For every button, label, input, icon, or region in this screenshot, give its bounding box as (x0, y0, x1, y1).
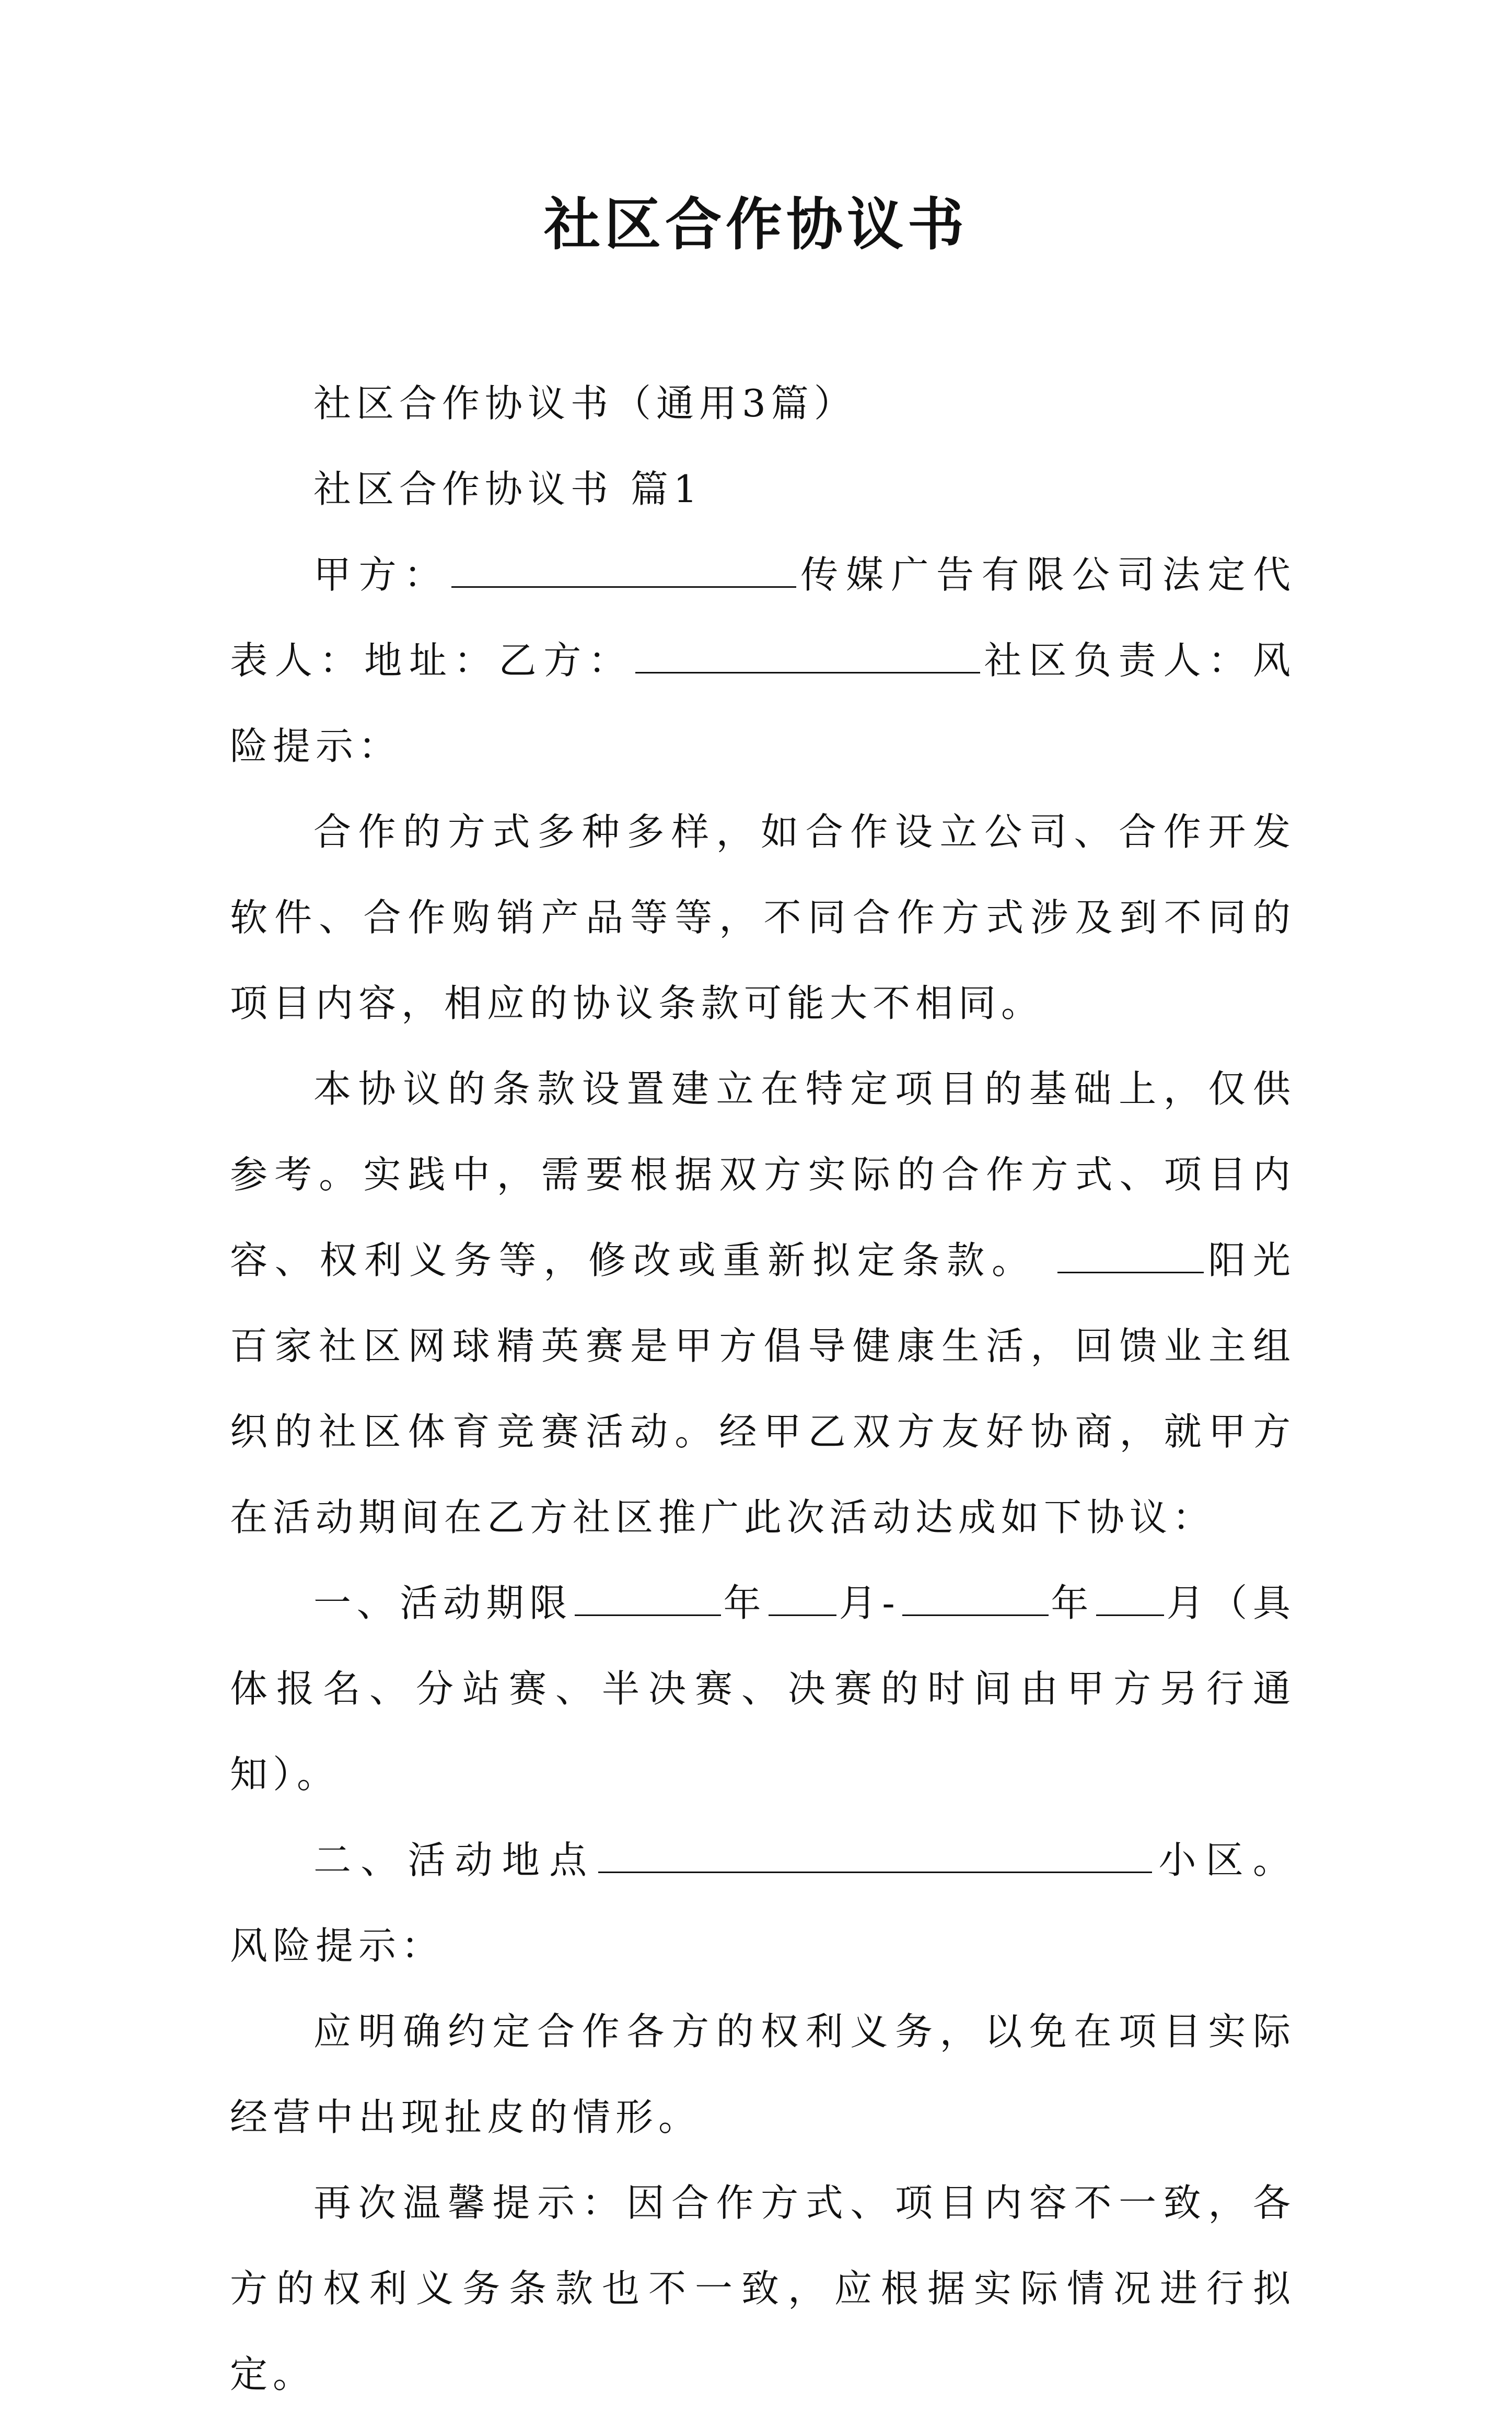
month-label: 月 (1166, 1581, 1210, 1625)
year-label: 年 (723, 1581, 767, 1625)
paragraph-4: 再次温馨提示：因合作方式、项目内容不一致，各方的权利义务条款也不一致，应根据实际情况进行拟定。 (230, 2181, 1296, 2396)
blank-line (769, 1583, 836, 1616)
blank-line (635, 641, 980, 673)
paragraph-3: 应明确约定合作各方的权利义务，以免在项目实际经营中出现扯皮的情形。 (230, 2009, 1296, 2139)
item-2 (230, 1817, 1296, 1989)
subtitle: 社区合作协议书（通用3篇） (313, 381, 857, 425)
paragraph-2-b: 阳光百家社区网球精英赛是甲方倡导健康生活，回馈业主组织的社区体育竞赛活动。经甲乙双方友好协商，就甲方在活动期间在乙方社区推广此次活动达成如下协议： (230, 1238, 1296, 1539)
party-a-label: 甲方： (313, 553, 449, 597)
blank-line (902, 1583, 1049, 1616)
year-label: 年 (1050, 1581, 1095, 1625)
paragraph-2 (230, 1046, 1296, 1560)
paragraph-1: 合作的方式多种多样，如合作设立公司、合作开发软件、合作购销产品等等，不同合作方式涉及到不同的项目内容，相应的协议条款可能大不相同。 (230, 810, 1296, 1025)
paragraph-2-a: 本协议的条款设置建立在特定项目的基础上，仅供参考。实践中，需要根据双方实际的合作方式、项目内容、权利义务等，修改或重新拟定条款。 (230, 1067, 1296, 1282)
document-body (230, 361, 1296, 2417)
blank-line (1096, 1583, 1164, 1616)
item-2-label: 二、活动地点 (313, 1838, 597, 1882)
party-b-rest: 社区负责人：风险提示： (230, 638, 1296, 768)
section-heading: 社区合作协议书 篇1 (313, 467, 703, 511)
item-1-rest: （具体报名、分站赛、半决赛、决赛的时间由甲方另行通知）。 (230, 1581, 1296, 1796)
item-2-rest: 小区。风险提示： (230, 1838, 1296, 1968)
blank-line (575, 1583, 721, 1616)
month-dash-label: 月- (839, 1581, 900, 1625)
parties-paragraph (230, 532, 1296, 789)
blank-line (451, 555, 796, 588)
blank-line (1057, 1240, 1204, 1273)
item-1-label: 一、活动期限 (313, 1581, 573, 1625)
document-title: 社区合作协议书 (543, 192, 968, 258)
party-a-rest: 传媒广告有限公司法定代表人：地址：乙方： (230, 553, 1296, 682)
blank-line (598, 1840, 1152, 1873)
item-1 (230, 1560, 1296, 1817)
